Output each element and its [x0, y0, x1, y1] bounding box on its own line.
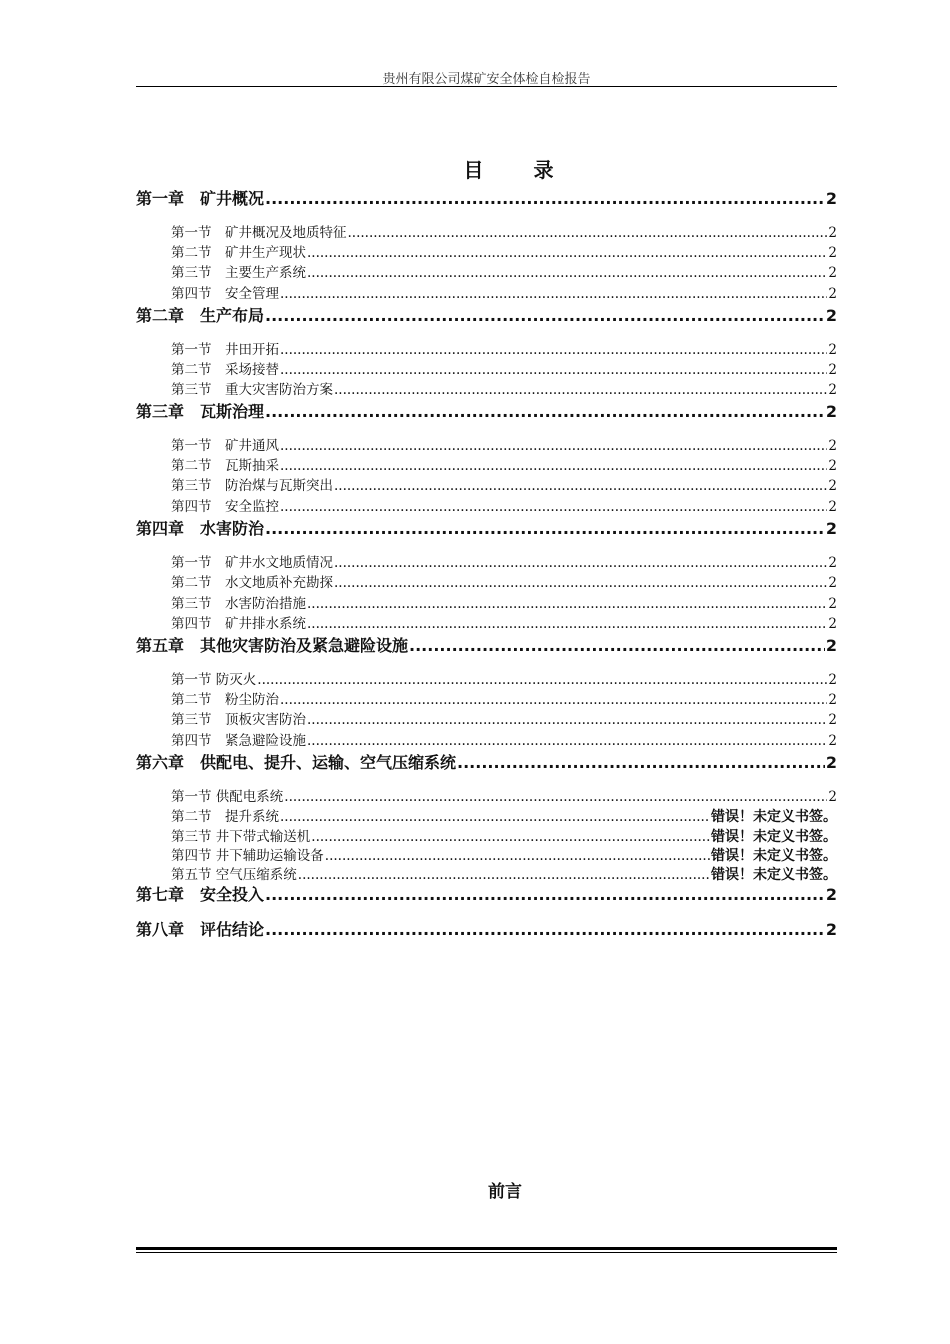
toc-entry-label: 第三章 瓦斯治理 [136, 402, 265, 421]
toc-section-entry[interactable] [171, 495, 837, 515]
toc-entry-label: 第二节 提升系统 [171, 809, 279, 825]
toc-page-number: 2 [828, 245, 837, 261]
toc-entry-label: 第一节 供配电系统 [171, 789, 284, 805]
toc-section-entry[interactable] [171, 338, 837, 358]
toc-entry-label: 第七章 安全投入 [136, 885, 265, 904]
toc-page-number: 2 [828, 596, 837, 612]
toc-page-number: 2 [828, 342, 837, 358]
toc-section-entry[interactable] [171, 825, 837, 846]
toc-dot-leader [280, 809, 710, 825]
toc-section-entry[interactable] [171, 612, 837, 632]
toc-section-entry[interactable] [171, 241, 837, 261]
toc-dot-leader [334, 478, 827, 494]
toc-dot-leader [284, 789, 827, 805]
foreword-heading: 前言 [488, 1182, 522, 1202]
toc-dot-leader [280, 692, 827, 708]
toc-page-number: 2 [825, 920, 837, 939]
toc-entry-label: 第四章 水害防治 [136, 519, 265, 538]
toc-entry-label: 第一节 矿井概况及地质特征 [171, 225, 347, 241]
toc-page-number: 2 [828, 265, 837, 281]
page-header: 贵州有限公司煤矿安全体检自检报告 [382, 72, 591, 87]
toc-page-number: 2 [828, 478, 837, 494]
toc-section-entry[interactable] [171, 863, 837, 884]
toc-dot-leader [307, 265, 827, 281]
toc-dot-leader [265, 885, 825, 904]
toc-page-number: 2 [828, 382, 837, 398]
toc-section-entry[interactable] [171, 708, 837, 728]
toc-bookmark-error: 错误！未定义书签。 [711, 809, 837, 825]
toc-chapter-entry[interactable] [136, 633, 837, 656]
toc-dot-leader [348, 225, 828, 241]
toc-page-number: 2 [828, 499, 837, 515]
toc-page-number: 2 [828, 692, 837, 708]
toc-page-number: 2 [828, 286, 837, 302]
toc-dot-leader [334, 555, 827, 571]
toc-section-entry[interactable] [171, 282, 837, 302]
toc-dot-leader [307, 596, 827, 612]
toc-dot-leader [265, 519, 825, 538]
toc-entry-label: 第三节 水害防治措施 [171, 596, 306, 612]
toc-entry-label: 第二节 矿井生产现状 [171, 245, 306, 261]
toc-section-entry[interactable] [171, 668, 837, 688]
toc-section-entry[interactable] [171, 474, 837, 494]
toc-dot-leader [409, 636, 825, 655]
toc-entry-label: 第一节 矿井通风 [171, 438, 279, 454]
toc-page-number: 2 [828, 575, 837, 591]
toc-page-number: 2 [828, 616, 837, 632]
toc-dot-leader [334, 575, 827, 591]
toc-entry-label: 第四节 安全监控 [171, 499, 279, 515]
toc-page-number: 2 [825, 306, 837, 325]
toc-bookmark-error: 错误！未定义书签。 [711, 867, 837, 883]
toc-entry-label: 第二节 瓦斯抽采 [171, 458, 279, 474]
toc-page-number: 2 [825, 753, 837, 772]
toc-entry-label: 第一章 矿井概况 [136, 189, 265, 208]
toc-page-number: 2 [828, 438, 837, 454]
toc-entry-label: 第三节 顶板灾害防治 [171, 712, 306, 728]
toc-dot-leader [265, 189, 825, 208]
toc-entry-label: 第二章 生产布局 [136, 306, 265, 325]
toc-dot-leader [307, 616, 827, 632]
toc-page-number: 2 [828, 362, 837, 378]
toc-chapter-entry[interactable] [136, 882, 837, 905]
toc-chapter-entry[interactable] [136, 399, 837, 422]
toc-dot-leader [280, 438, 827, 454]
toc-entry-label: 第一节 矿井水文地质情况 [171, 555, 333, 571]
toc-page-number: 2 [828, 555, 837, 571]
toc-entry-label: 第四节 井下辅助运输设备 [171, 848, 324, 864]
toc-dot-leader [307, 712, 827, 728]
toc-entry-label: 第二节 粉尘防治 [171, 692, 279, 708]
footer-rule-thick [136, 1247, 837, 1250]
toc-chapter-entry[interactable] [136, 917, 837, 940]
toc-dot-leader [311, 829, 710, 845]
toc-dot-leader [265, 306, 825, 325]
toc-section-entry[interactable] [171, 805, 837, 826]
toc-section-entry[interactable] [171, 729, 837, 749]
toc-page-number: 2 [825, 189, 837, 208]
toc-title [136, 154, 883, 183]
toc-section-entry[interactable] [171, 551, 837, 571]
toc-dot-leader [334, 382, 827, 398]
toc-dot-leader [280, 362, 827, 378]
toc-dot-leader [280, 342, 827, 358]
toc-entry-label: 第一节 井田开拓 [171, 342, 279, 358]
toc-dot-leader [280, 499, 827, 515]
toc-section-entry[interactable] [171, 378, 837, 398]
toc-dot-leader [280, 458, 827, 474]
toc-dot-leader [457, 753, 825, 772]
toc-section-entry[interactable] [171, 571, 837, 591]
toc-entry-label: 第四节 紧急避险设施 [171, 733, 306, 749]
toc-page-number: 2 [828, 225, 837, 241]
toc-dot-leader [307, 733, 827, 749]
toc-dot-leader [265, 920, 825, 939]
toc-section-entry[interactable] [171, 221, 837, 241]
toc-page-number: 2 [825, 636, 837, 655]
toc-entry-label: 第一节 防灭火 [171, 672, 257, 688]
footer-rule-thin [136, 1252, 837, 1253]
toc-section-entry[interactable] [171, 688, 837, 708]
toc-entry-label: 第三节 重大灾害防治方案 [171, 382, 333, 398]
toc-section-entry[interactable] [171, 844, 837, 865]
toc-bookmark-error: 错误！未定义书签。 [711, 848, 837, 864]
toc-dot-leader [325, 848, 710, 864]
toc-dot-leader [265, 402, 825, 421]
toc-chapter-entry[interactable] [136, 303, 837, 326]
toc-chapter-entry[interactable] [136, 186, 837, 209]
header-rule [136, 86, 837, 87]
toc-chapter-entry[interactable] [136, 750, 837, 773]
toc-page-number: 2 [825, 402, 837, 421]
toc-entry-label: 第六章 供配电、提升、运输、空气压缩系统 [136, 753, 457, 772]
toc-bookmark-error: 错误！未定义书签。 [711, 829, 837, 845]
toc-section-entry[interactable] [171, 454, 837, 474]
toc-section-entry[interactable] [171, 261, 837, 281]
toc-section-entry[interactable] [171, 785, 837, 805]
toc-entry-label: 第三节 井下带式输送机 [171, 829, 311, 845]
toc-entry-label: 第三节 主要生产系统 [171, 265, 306, 281]
toc-page-number: 2 [828, 789, 837, 805]
toc-dot-leader [307, 245, 827, 261]
toc-section-entry[interactable] [171, 592, 837, 612]
toc-page-number: 2 [828, 458, 837, 474]
toc-entry-label: 第四节 安全管理 [171, 286, 279, 302]
toc-dot-leader [298, 867, 710, 883]
toc-page-number: 2 [828, 712, 837, 728]
toc-entry-label: 第二节 采场接替 [171, 362, 279, 378]
toc-page-number: 2 [825, 519, 837, 538]
toc-entry-label: 第五节 空气压缩系统 [171, 867, 297, 883]
toc-section-entry[interactable] [171, 358, 837, 378]
toc-page-number: 2 [825, 885, 837, 904]
toc-title-right: 录 [533, 158, 556, 182]
toc-entry-label: 第三节 防治煤与瓦斯突出 [171, 478, 333, 494]
toc-entry-label: 第四节 矿井排水系统 [171, 616, 306, 632]
toc-entry-label: 第二节 水文地质补充勘探 [171, 575, 333, 591]
toc-section-entry[interactable] [171, 434, 837, 454]
toc-entry-label: 第八章 评估结论 [136, 920, 265, 939]
toc-dot-leader [280, 286, 827, 302]
toc-entry-label: 第五章 其他灾害防治及紧急避险设施 [136, 636, 409, 655]
toc-dot-leader [257, 672, 827, 688]
toc-page-number: 2 [828, 733, 837, 749]
toc-chapter-entry[interactable] [136, 516, 837, 539]
toc-page-number: 2 [828, 672, 837, 688]
toc-title-left: 目 [463, 158, 486, 182]
